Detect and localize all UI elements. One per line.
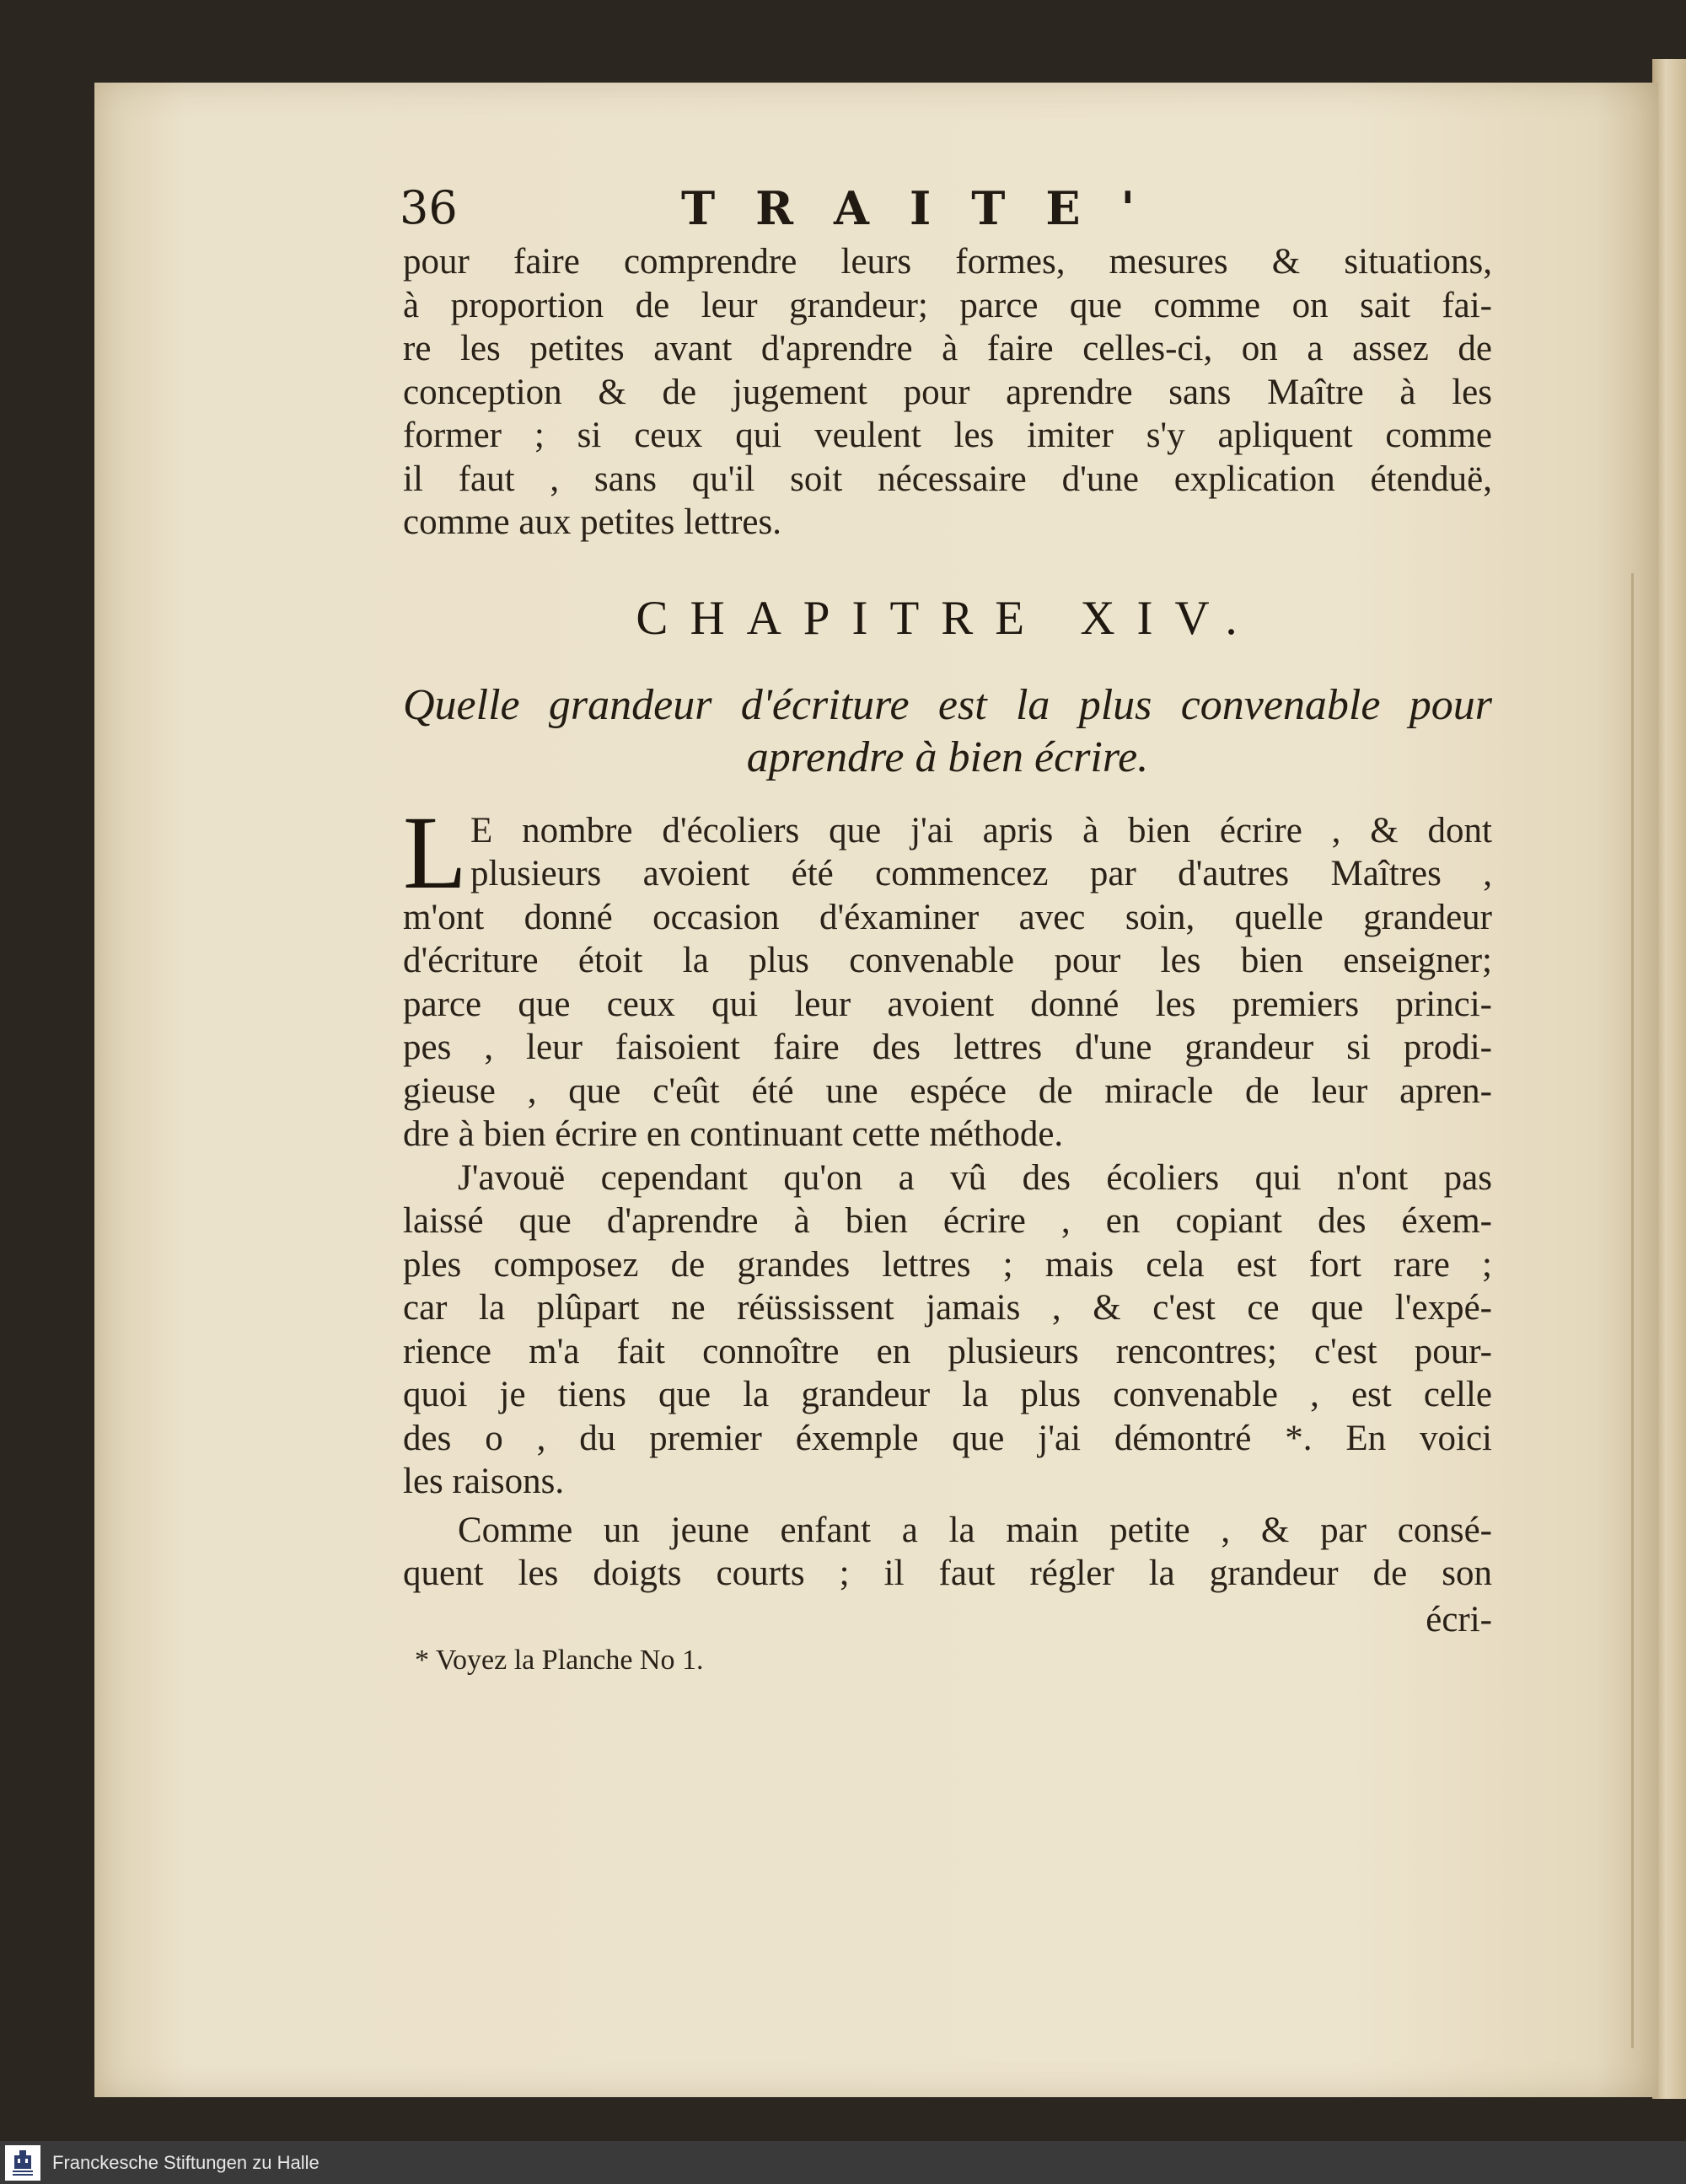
text-line: parce que ceux qui leur avoient donné les premiers princi- [403, 984, 1492, 1024]
chapter-heading: CHAPITRE XIV. [636, 591, 1259, 645]
text-line: m'ont donné occasion d'éxaminer avec soin, quelle grandeur [403, 897, 1492, 937]
page-text [400, 181, 1492, 1677]
text-line: car la plûpart ne réüssissent jamais , & c'est ce que l'expé- [403, 1288, 1492, 1328]
text-line: il faut , sans qu'il soit nécessaire d'une explication étenduë, [403, 459, 1492, 499]
text-line: J'avouë cependant qu'on a vû des écoliers qui n'ont pas [458, 1157, 1492, 1198]
text-line: re les petites avant d'aprendre à faire celles-ci, on a assez de [403, 329, 1492, 368]
text-line: pes , leur faisoient faire des lettres d'une grandeur si prodi- [403, 1028, 1492, 1067]
text-line: ples composez de grandes lettres ; mais cela est fort rare ; [403, 1244, 1492, 1285]
text-line: rience m'a fait connoître en plusieurs rencontres; c'est pour- [403, 1331, 1492, 1371]
paragraph-1 [403, 794, 1492, 1156]
text-line: quoi je tiens que la grandeur la plus convenable , est celle [403, 1375, 1492, 1414]
text-line: les raisons. [403, 1462, 565, 1501]
text-line: d'écriture étoit la plus convenable pour les bien enseigner; [403, 941, 1492, 980]
drop-cap: L [403, 794, 467, 910]
text-line: comme aux petites lettres. [403, 502, 781, 542]
subtitle-line: Quelle grandeur d'écriture est la plus convenable pour [403, 680, 1492, 729]
paragraph-3 [403, 1509, 1492, 1641]
paragraph-2 [403, 1156, 1492, 1504]
chapter-subtitle [403, 679, 1492, 784]
page-inner-edge [1631, 573, 1634, 2048]
text-line: quent les doigts courts ; il faut régler la grandeur de son [403, 1553, 1492, 1593]
running-title: TRAITE' [681, 181, 1176, 235]
subtitle-line: aprendre à bien écrire. [746, 732, 1149, 781]
text-line: des o , du premier éxemple que j'ai démontré *. En voici [403, 1418, 1492, 1458]
text-line: gieuse , que c'eût été une espéce de miracle de leur apren- [403, 1071, 1492, 1111]
institution-name: Franckesche Stiftungen zu Halle [52, 2151, 319, 2173]
footer-bar [0, 2141, 1686, 2184]
text-line: E nombre d'écoliers que j'ai apris à bien écrire , & dont [470, 810, 1492, 851]
page-number: 36 [400, 181, 458, 234]
intro-paragraph [403, 240, 1492, 545]
catchword: écri- [1426, 1599, 1492, 1639]
text-line: Comme un jeune enfant a la main petite , & par consé- [458, 1510, 1492, 1550]
text-line: pour faire comprendre leurs formes, mesures & situations, [403, 242, 1492, 282]
text-line: laissé que d'aprendre à bien écrire , en copiant des éxem- [403, 1201, 1492, 1241]
text-line: conception & de jugement pour aprendre sans Maître à les [403, 372, 1492, 412]
text-line: plusieurs avoient été commencez par d'autres Maîtres , [470, 854, 1492, 893]
text-line: à proportion de leur grandeur; parce que comme on sait fai- [403, 285, 1492, 325]
running-head [400, 181, 1492, 240]
text-line: former ; si ceux qui veulent les imiter s'y apliquent comme [403, 416, 1492, 455]
footnote: * Voyez la Planche No 1. [415, 1644, 704, 1676]
institution-logo-icon [5, 2145, 40, 2181]
text-line: dre à bien écrire en continuant cette méthode. [403, 1114, 1064, 1154]
